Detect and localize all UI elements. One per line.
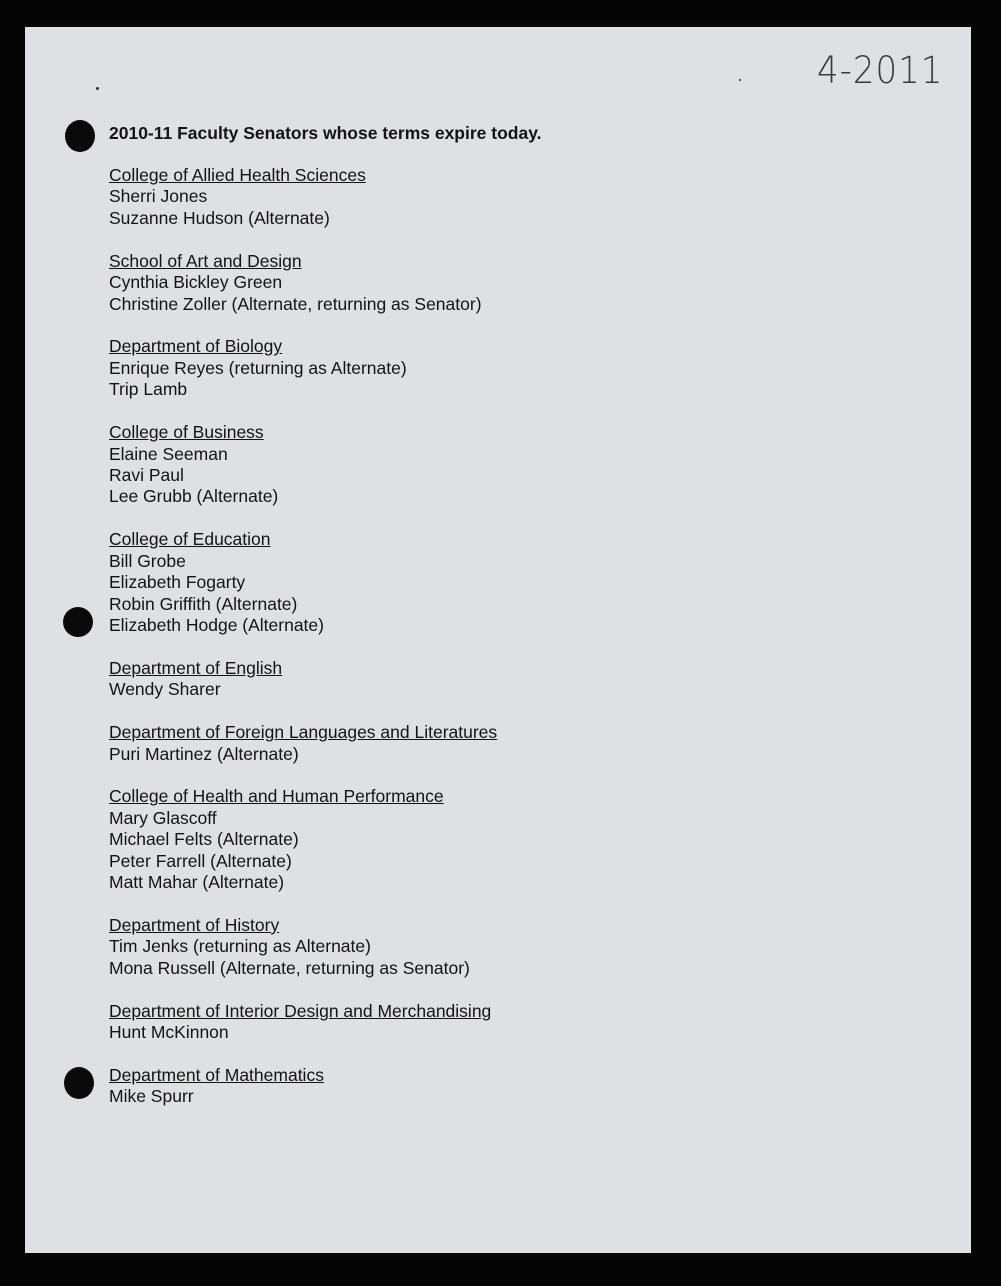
senator-name: Tim Jenks (returning as Alternate) [109, 936, 371, 957]
page-title: 2010-11 Faculty Senators whose terms expire today. [109, 123, 542, 143]
senator-name: Suzanne Hudson (Alternate) [109, 207, 330, 228]
senator-name: Lee Grubb (Alternate) [109, 486, 279, 507]
department-section [109, 336, 949, 400]
department-section [109, 786, 949, 893]
senator-name: Mike Spurr [109, 1086, 194, 1107]
senator-name: Sherri Jones [109, 186, 208, 207]
department-section [109, 1001, 949, 1044]
department-section [109, 529, 949, 636]
department-heading: Department of Interior Design and Merchandising [109, 1000, 492, 1021]
department-section [109, 165, 949, 229]
department-heading: College of Education [109, 529, 271, 550]
senator-name: Bill Grobe [109, 550, 186, 571]
senator-name: Mary Glascoff [109, 807, 217, 828]
senator-name: Peter Farrell (Alternate) [109, 850, 292, 871]
senator-name: Mona Russell (Alternate, returning as Senator) [109, 957, 470, 978]
department-heading: College of Allied Health Sciences [109, 165, 366, 185]
senator-name: Matt Mahar (Alternate) [109, 872, 285, 893]
department-heading: Department of English [109, 657, 283, 678]
senator-name: Elizabeth Fogarty [109, 572, 246, 593]
department-section [109, 915, 949, 979]
speck [96, 87, 99, 90]
senator-name: Elaine Seeman [109, 443, 228, 464]
punch-hole-top [65, 120, 95, 152]
punch-hole-bottom [64, 1067, 94, 1099]
department-section [109, 422, 949, 508]
senator-name: Ravi Paul [109, 464, 184, 485]
senator-name: Puri Martinez (Alternate) [109, 743, 299, 764]
department-section [109, 658, 949, 701]
handwritten-date-annotation: 4-2011 [817, 49, 944, 93]
department-section [109, 722, 949, 765]
department-section [109, 251, 949, 315]
senator-name: Elizabeth Hodge (Alternate) [109, 614, 324, 635]
department-heading: College of Business [109, 422, 264, 443]
document-page [25, 27, 971, 1253]
department-heading: Department of Biology [109, 336, 283, 357]
senator-name: Hunt McKinnon [109, 1022, 229, 1043]
speck [739, 79, 741, 81]
senator-name: Michael Felts (Alternate) [109, 829, 299, 850]
senator-name: Cynthia Bickley Green [109, 272, 283, 293]
department-section [109, 1065, 949, 1108]
department-heading: Department of Mathematics [109, 1065, 324, 1085]
senator-name: Christine Zoller (Alternate, returning as Senator) [109, 293, 482, 314]
senator-list [109, 123, 949, 1129]
senator-name: Trip Lamb [109, 379, 188, 400]
department-heading: Department of Foreign Languages and Literatures [109, 722, 498, 743]
department-heading: College of Health and Human Performance [109, 786, 444, 807]
department-heading: School of Art and Design [109, 250, 302, 271]
punch-hole-middle [63, 607, 93, 637]
senator-name: Enrique Reyes (returning as Alternate) [109, 357, 407, 378]
senator-name: Robin Griffith (Alternate) [109, 593, 298, 614]
senator-name: Wendy Sharer [109, 679, 221, 700]
department-heading: Department of History [109, 914, 280, 935]
